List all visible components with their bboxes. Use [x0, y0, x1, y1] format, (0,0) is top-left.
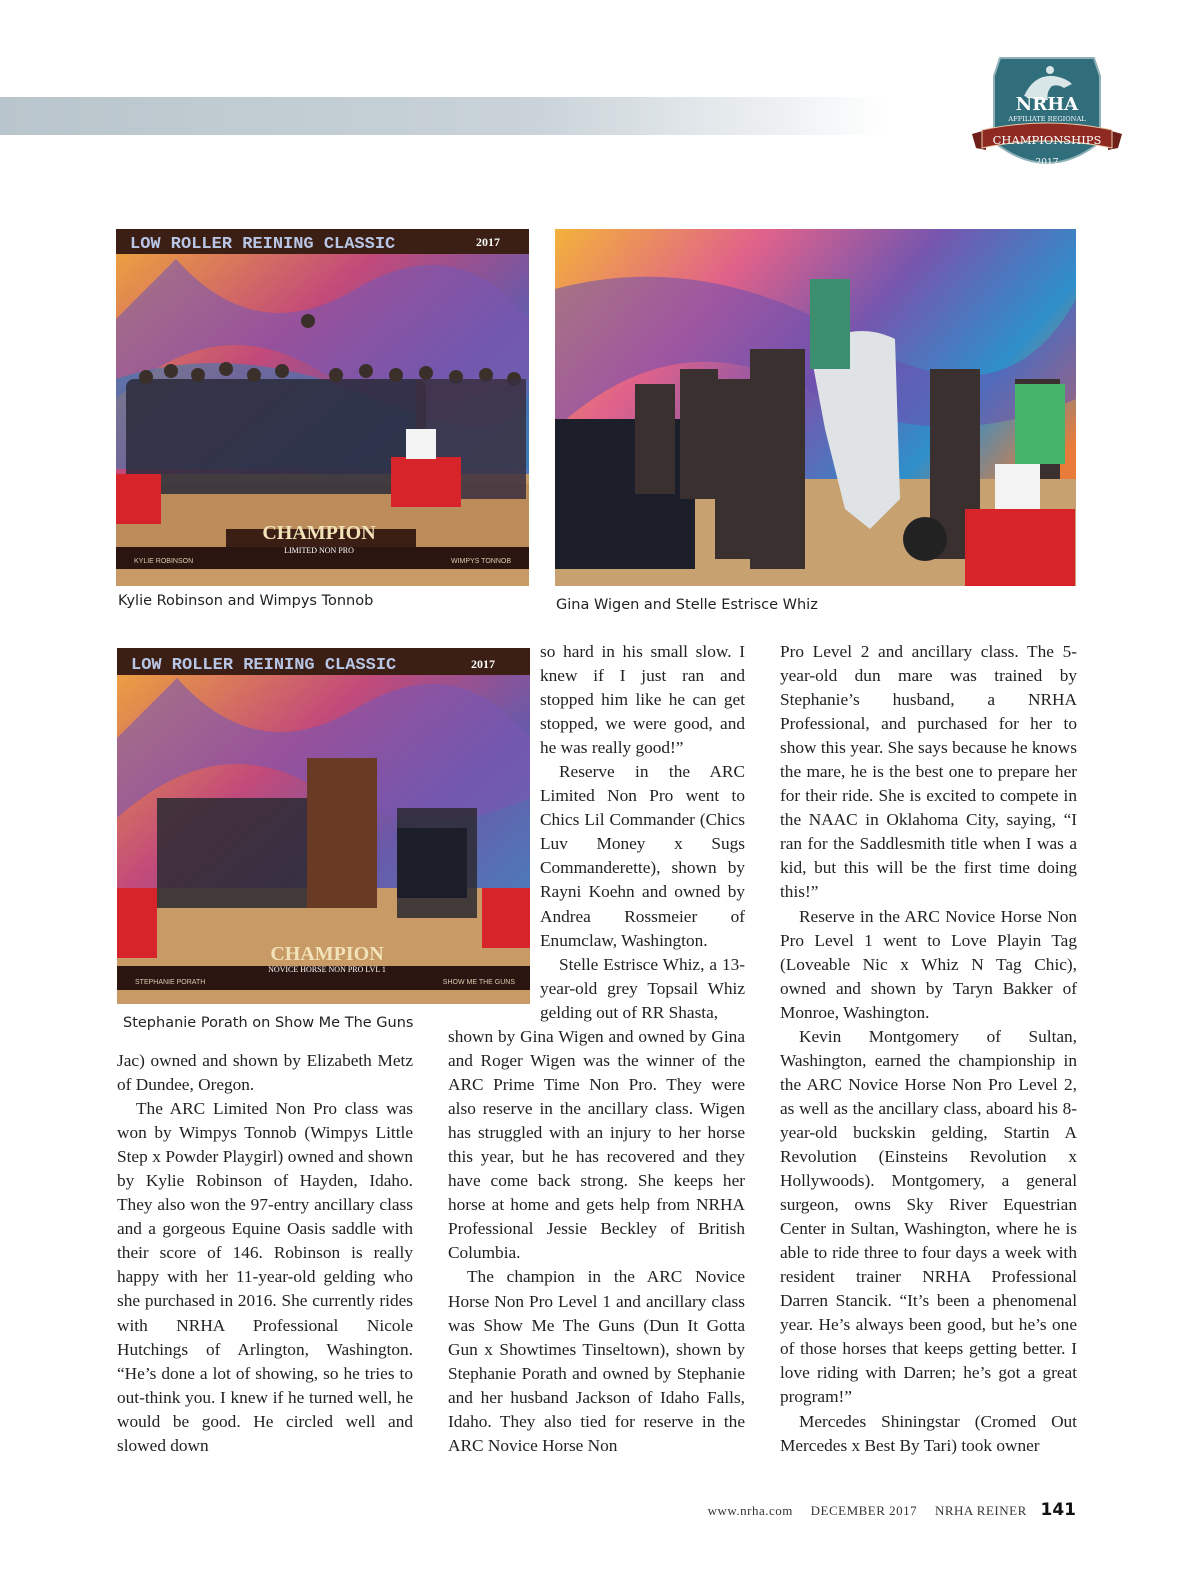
photo-division: LIMITED NON PRO	[284, 546, 354, 555]
nrha-championships-logo	[972, 50, 1122, 180]
photo-caption-2: Gina Wigen and Stelle Estrisce Whiz	[556, 597, 818, 613]
paragraph: Stelle Estrisce Whiz, a 13-year-old grey Topsail Whiz gelding out of RR Shasta,	[540, 954, 745, 1022]
photo-banner: LOW ROLLER REINING CLASSIC	[130, 235, 396, 254]
article-column-2-bottom	[448, 1025, 745, 1458]
photo-caption-1: Kylie Robinson and Wimpys Tonnob	[118, 593, 374, 609]
article-column-1	[117, 1049, 413, 1458]
paragraph: Mercedes Shiningstar (Cromed Out Mercedes x Best By Tari) took owner	[780, 1411, 1077, 1455]
paragraph: The champion in the ARC Novice Horse Non Pro Level 1 and ancillary class was Show Me The Guns (Dun It Gotta Gun x Showtimes Tinseltown), shown by Stephanie Porath and owned by Stephanie and her husband Jackson of Idaho Falls, Idaho. They also tied for reserve in the ARC Novice Horse Non	[448, 1267, 745, 1455]
page-footer	[0, 1500, 1076, 1520]
logo-nrha-text: NRHA	[1015, 94, 1079, 115]
photo-division: NOVICE HORSE NON PRO LVL 1	[268, 965, 386, 974]
header-band	[0, 97, 890, 135]
footer-magazine: NRHA REINER	[934, 1503, 1027, 1518]
logo-championships-text: CHAMPIONSHIPS	[992, 133, 1102, 147]
logo-year-text: 2017	[1035, 158, 1059, 168]
paragraph: Reserve in the ARC Limited Non Pro went to Chics Lil Commander (Chics Luv Money x Sugs Commanderette), shown by Rayni Koehn and owned by Andrea Rossmeier of Enumclaw, Washington.	[540, 762, 745, 950]
photo-horse: WIMPYS TONNOB	[450, 558, 511, 565]
photo-rider: STEPHANIE PORATH	[135, 979, 206, 986]
page-number: 141	[1040, 1500, 1076, 1520]
photo-gina-wigen	[555, 229, 1076, 586]
paragraph: Jac) owned and shown by Elizabeth Metz of Dundee, Oregon.	[117, 1051, 413, 1095]
photo-caption-3: Stephanie Porath on Show Me The Guns	[123, 1015, 414, 1031]
paragraph: Pro Level 2 and ancillary class. The 5-year-old dun mare was trained by Stephanie’s husband, a NRHA Professional, and purchased for her to show this year. She says because he knows the mare, he is the best one to prepare her for their ride. She is excited to compete in the NAAC in Oklahoma City, saying, “I ran for the Saddlesmith title when I was a kid, but this will be the first time doing this!”	[780, 642, 1077, 902]
photo-banner: LOW ROLLER REINING CLASSIC	[131, 656, 397, 675]
footer-url[interactable]: www.nrha.com	[707, 1503, 793, 1518]
photo-kylie-robinson	[116, 229, 529, 586]
photo-champion: CHAMPION	[262, 522, 376, 544]
article-column-3	[780, 640, 1077, 1458]
paragraph: Reserve in the ARC Novice Horse Non Pro Level 1 went to Love Playin Tag (Loveable Nic x Whiz N Tag Chic), owned and shown by Taryn Bakker of Monroe, Washington.	[780, 906, 1077, 1022]
photo-stephanie-porath	[117, 648, 530, 1004]
paragraph: Kevin Montgomery of Sultan, Washington, earned the championship in the ARC Novice Horse Non Pro Level 2, as well as the ancillary class, aboard his 8-year-old buckskin gelding, Startin A Revolution (Einsteins Revolution x Hollywoods). Montgomery, a general surgeon, owns Sky River Equestrian Center in Sultan, Washington, where he is able to ride three to four days a week with resident trainer NRHA Professional Darren Stancik. “It’s been a phenomenal year. He’s always been good, but he’s one of those horses that keeps getting better. I love riding with Darren; he’s got a great program!”	[780, 1026, 1077, 1407]
photo-rider: KYLIE ROBINSON	[134, 558, 194, 565]
photo-year: 2017	[471, 657, 495, 671]
paragraph: shown by Gina Wigen and owned by Gina and Roger Wigen was the winner of the ARC Prime Time Non Pro. They were also reserve in the ancillary class. Wigen has struggled with an injury to her horse this year, but he has recovered and they have come back strong. She keeps her horse at home and gets help from NRHA Professional Jessie Beckley of British Columbia.	[448, 1027, 745, 1263]
photo-horse: SHOW ME THE GUNS	[442, 979, 515, 986]
paragraph: so hard in his small slow. I knew if I just ran and stopped him like he can get stopped, we were good, and he was really good!”	[540, 642, 745, 758]
photo-year: 2017	[476, 235, 500, 249]
paragraph: The ARC Limited Non Pro class was won by Wimpys Tonnob (Wimpys Little Step x Powder Playgirl) owned and shown by Kylie Robinson of Hayden, Idaho. They also won the 97-entry ancillary class and a gorgeous Equine Oasis saddle with their score of 146. Robinson is really happy with her 11-year-old gelding who she purchased in 2016. She currently rides with NRHA Professional Nicole Hutchings of Arlington, Washington. “He’s done a lot of showing, so he tries to out-think you. I knew if he turned well, he would be good. He circled well and slowed down	[117, 1099, 413, 1455]
article-column-2-top	[540, 640, 745, 1025]
photo-champion: CHAMPION	[270, 943, 384, 965]
logo-affiliate-text: AFFILIATE REGIONAL	[1008, 115, 1086, 123]
footer-issue: DECEMBER 2017	[810, 1503, 918, 1518]
